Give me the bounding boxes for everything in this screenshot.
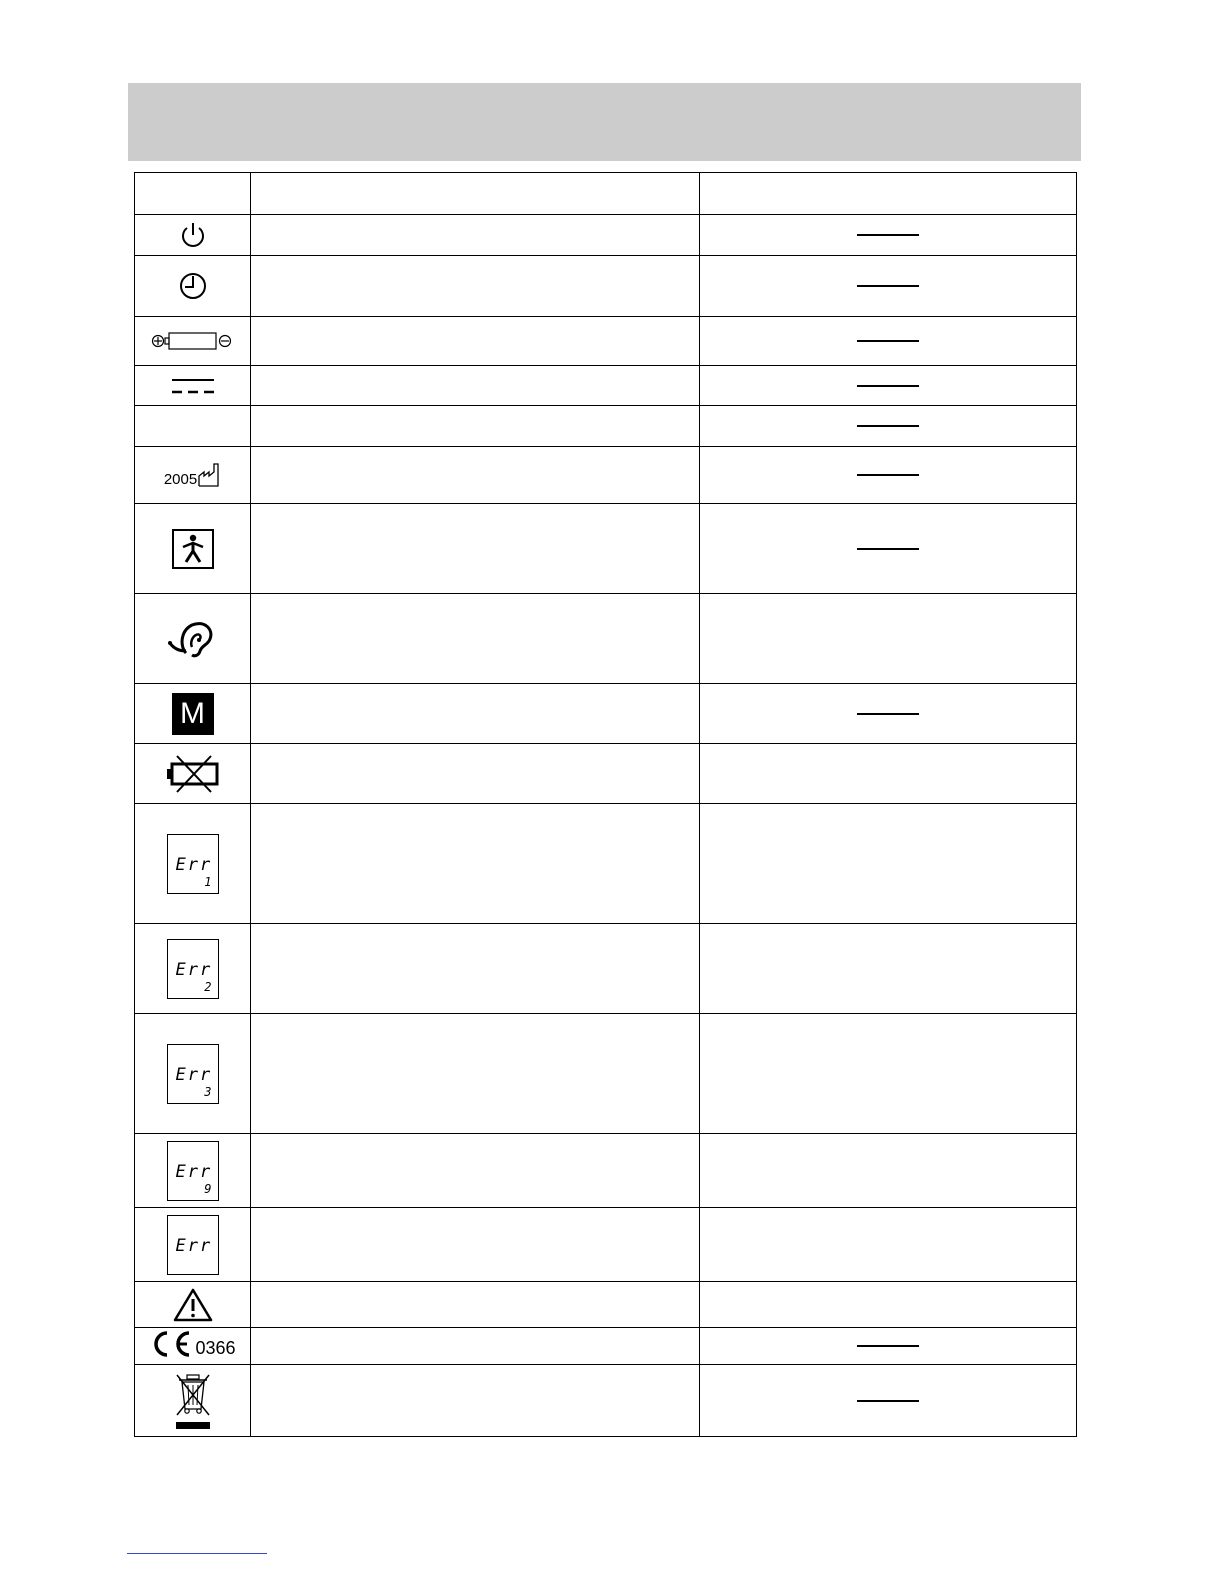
description-cell — [251, 1365, 700, 1437]
description-cell — [251, 256, 700, 317]
not-applicable-dash — [857, 548, 919, 550]
note-cell — [700, 924, 1077, 1014]
description-cell — [251, 594, 700, 684]
note-cell — [700, 1014, 1077, 1134]
header-cell-description — [251, 173, 700, 215]
warning-triangle-icon — [172, 1287, 214, 1323]
lcd-error-text: Err — [175, 959, 213, 980]
description-cell — [251, 1014, 700, 1134]
not-applicable-dash — [857, 1345, 919, 1347]
description-cell — [251, 684, 700, 744]
not-applicable-dash — [857, 474, 919, 476]
description-cell — [251, 447, 700, 504]
not-applicable-dash — [857, 285, 919, 287]
table-row — [135, 744, 1077, 804]
factory-icon — [197, 462, 221, 488]
memory-button-icon — [172, 693, 214, 735]
description-cell — [251, 804, 700, 924]
ce-letters-icon — [149, 1329, 195, 1359]
table-row — [135, 804, 1077, 924]
note-cell — [700, 594, 1077, 684]
description-cell — [251, 366, 700, 406]
header-band — [128, 83, 1081, 161]
low-battery-icon — [165, 754, 221, 794]
note-cell — [700, 744, 1077, 804]
not-applicable-dash — [857, 340, 919, 342]
memory-button-label: M — [180, 696, 205, 730]
note-cell — [700, 1208, 1077, 1282]
lcd-error-icon — [167, 834, 219, 894]
header-cell-symbol — [135, 173, 251, 215]
description-cell — [251, 1208, 700, 1282]
ce-mark-icon — [149, 1329, 235, 1359]
table-row — [135, 1282, 1077, 1328]
not-applicable-dash — [857, 234, 919, 236]
not-applicable-dash — [857, 425, 919, 427]
header-cell-note — [700, 173, 1077, 215]
direct-current-icon — [170, 374, 216, 398]
footer-link-underline[interactable] — [127, 1553, 267, 1554]
table-header-row — [135, 173, 1077, 215]
table-row — [135, 317, 1077, 366]
table-row — [135, 1328, 1077, 1365]
table-row — [135, 594, 1077, 684]
not-applicable-dash — [857, 713, 919, 715]
table-row — [135, 684, 1077, 744]
note-cell — [700, 804, 1077, 924]
lcd-error-text: Err — [175, 1235, 213, 1256]
table-row — [135, 504, 1077, 594]
lcd-error-text: Err — [175, 1064, 213, 1085]
note-cell — [700, 1282, 1077, 1328]
power-icon — [178, 220, 208, 250]
table-row — [135, 924, 1077, 1014]
description-cell — [251, 744, 700, 804]
earphone-icon — [166, 617, 220, 661]
not-applicable-dash — [857, 1400, 919, 1402]
table-row — [135, 1014, 1077, 1134]
lcd-error-icon — [167, 1044, 219, 1104]
description-cell — [251, 215, 700, 256]
description-cell — [251, 1328, 700, 1365]
note-cell — [700, 1134, 1077, 1208]
table-row — [135, 1134, 1077, 1208]
timer-clock-icon — [178, 271, 208, 301]
lcd-error-code: 1 — [204, 874, 212, 889]
lcd-error-text: Err — [175, 1161, 213, 1182]
description-cell — [251, 406, 700, 447]
table-row — [135, 447, 1077, 504]
table-row — [135, 256, 1077, 317]
lcd-error-text: Err — [175, 854, 213, 875]
description-cell — [251, 504, 700, 594]
lcd-error-code: 2 — [204, 979, 212, 994]
table-row — [135, 366, 1077, 406]
notified-body-number: 0366 — [195, 1337, 236, 1358]
symbol-table — [134, 172, 1077, 1437]
lcd-error-code: 3 — [204, 1084, 212, 1099]
description-cell — [251, 1282, 700, 1328]
blank-symbol-cell — [135, 406, 251, 447]
table-row — [135, 215, 1077, 256]
manufacture-year: 2005 — [163, 470, 198, 488]
description-cell — [251, 317, 700, 366]
table-row — [135, 406, 1077, 447]
type-bf-applied-part-icon — [171, 528, 215, 570]
description-cell — [251, 924, 700, 1014]
lcd-error-icon — [167, 939, 219, 999]
manufacture-date-icon — [164, 462, 221, 488]
table-row — [135, 1208, 1077, 1282]
weee-bin-icon — [173, 1371, 213, 1431]
lcd-error-code: 9 — [204, 1181, 212, 1196]
table-row — [135, 1365, 1077, 1437]
lcd-error-icon — [167, 1141, 219, 1201]
lcd-error-icon — [167, 1215, 219, 1275]
not-applicable-dash — [857, 385, 919, 387]
description-cell — [251, 1134, 700, 1208]
battery-polarity-icon — [151, 329, 235, 353]
